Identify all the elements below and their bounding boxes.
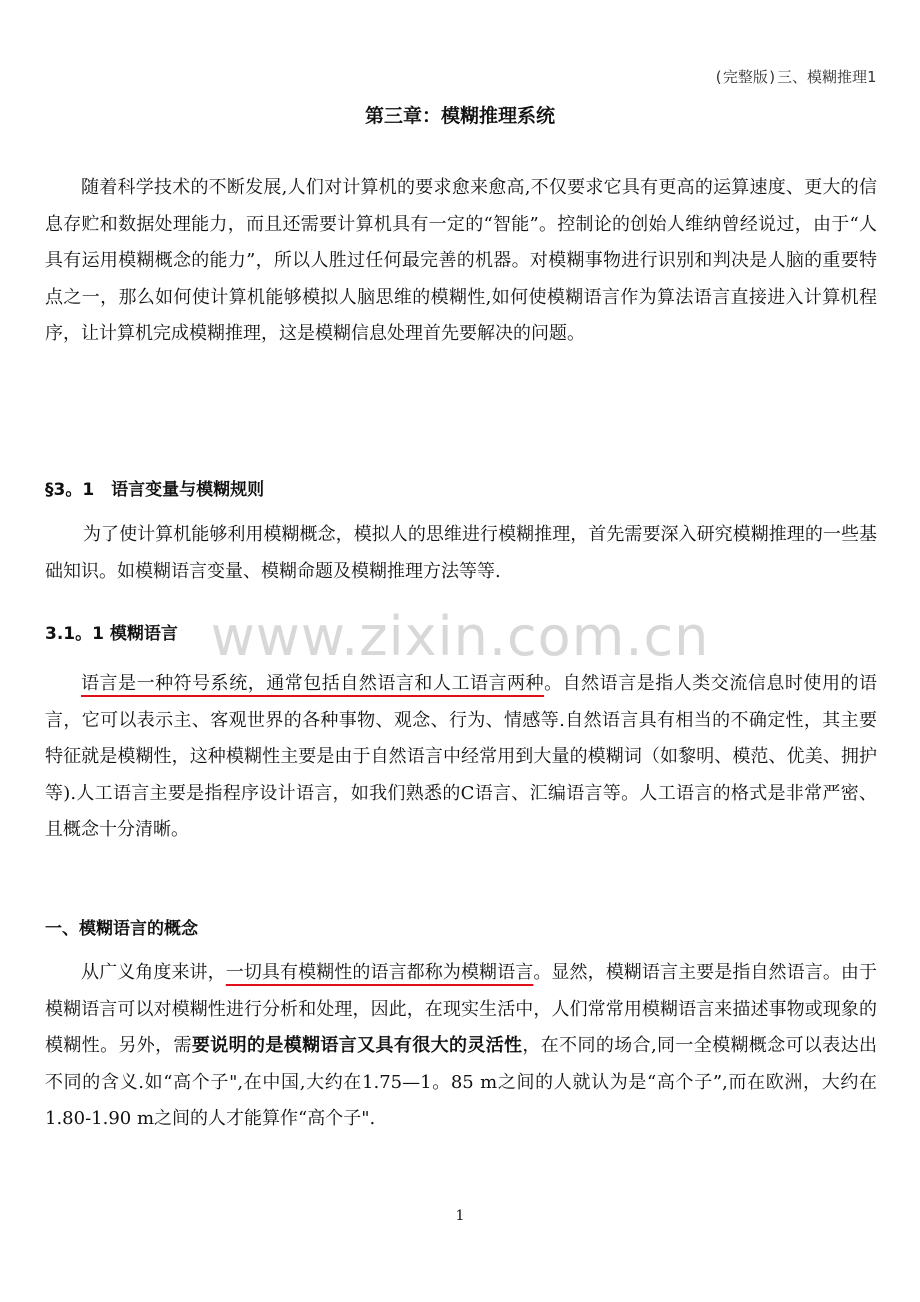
concept-paragraph: [45, 955, 877, 1138]
section-3-1-paragraph: 为了使计算机能够利用模糊概念，模拟人的思维进行模糊推理，首先需要深入研究模糊推理的一些基础知识。如模糊语言变量、模糊命题及模糊推理方法等等.: [45, 524, 877, 582]
paragraph-tail: ，在不同的场合,同一全模糊概念可以表达出不同的含义.如“高个子",在中国,大约在1.75—1。85 m之间的人就认为是“高个子”,而在欧洲，大约在1.80-1.90 m之间的人才能算作“高个子".: [45, 1035, 878, 1129]
concept-section-heading: 一、模糊语言的概念: [45, 919, 198, 939]
intro-paragraph: 随着科学技术的不断发展,人们对计算机的要求愈来愈高,不仅要求它具有更高的运算速度、更大的信息存贮和数据处理能力，而且还需要计算机具有一定的“智能”。控制论的创始人维纳曾经说过，由于“人具有运用模糊概念的能力”，所以人胜过任何最完善的机器。对模糊事物进行识别和判决是人脑的重要特点之一，那么如何使计算机能够模拟人脑思维的模糊性,如何使模糊语言作为算法语言直接进入计算机程序，让计算机完成模糊推理，这是模糊信息处理首先要解决的问题。: [45, 177, 877, 344]
chapter-title: 第三章：模糊推理系统: [364, 105, 555, 127]
subsection-3-1-1-heading: 3.1。1 模糊语言: [45, 624, 178, 644]
paragraph-text: 。自然语言是指人类交流信息时使用的语言，它可以表示主、客观世界的各种事物、观念、行为、情感等.自然语言具有相当的不确定性，其主要特征就是模糊性，这种模糊性主要是由于自然语言中经常用到大量的模糊词（如黎明、模范、优美、拥护等).人工语言主要是指程序设计语言，如我们熟悉的C语言、汇编语言等。人工语言的格式是非常严密、且概念十分清晰。: [45, 673, 877, 840]
running-header: (完整版)三、模糊推理1: [713, 68, 876, 86]
bold-emphasis: 要说明的是模糊语言又具有很大的灵活性: [191, 1035, 523, 1056]
watermark: www.zixin.com.cn: [210, 605, 710, 668]
section-3-1-heading: §3。1 语言变量与模糊规则: [45, 480, 265, 500]
fuzzy-language-paragraph: [45, 666, 877, 849]
page-number: 1: [455, 1208, 465, 1224]
underlined-definition: 一切具有模糊性的语言都称为模糊语言: [225, 962, 534, 983]
paragraph-lead: 从广义角度来讲，: [81, 962, 226, 983]
paragraph-text: 。显然，模糊语言主要是指自然语言。由于模糊语言可以对模糊性进行分析和处理，因此，在现实生活中，人们常常用模糊语言来描述事物或现象的模糊性。另外，需: [45, 962, 878, 1056]
underlined-definition: 语言是一种符号系统，通常包括自然语言和人工语言两种: [81, 673, 545, 694]
